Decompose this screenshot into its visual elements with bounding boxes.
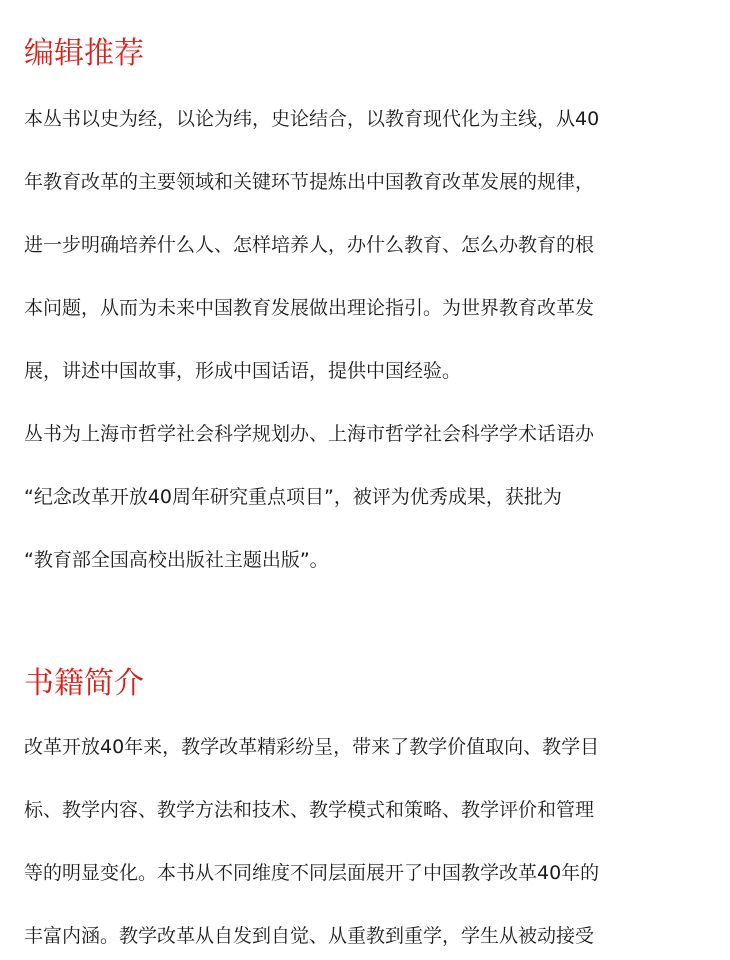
paragraph-line: 年教育改革的主要领域和关键环节提炼出中国教育改革发展的规律， xyxy=(24,171,595,193)
section-heading-book-introduction: 书籍简介 xyxy=(24,666,144,701)
paragraph-line: 标、教学内容、教学方法和技术、教学模式和策略、教学评价和管理 xyxy=(24,799,595,821)
paragraph-line: 改革开放40年来，教学改革精彩纷呈，带来了教学价值取向、教学目 xyxy=(24,736,600,758)
paragraph-line: 本问题，从而为未来中国教育发展做出理论指引。为世界教育改革发 xyxy=(24,297,595,319)
paragraph-line: “教育部全国高校出版社主题出版”。 xyxy=(24,549,329,571)
paragraph-line: 展，讲述中国故事，形成中国话语，提供中国经验。 xyxy=(24,360,462,382)
paragraph-line: 等的明显变化。本书从不同维度不同层面展开了中国教学改革40年的 xyxy=(24,862,600,884)
section-heading-editor-recommendation: 编辑推荐 xyxy=(24,36,144,71)
paragraph-line: 进一步明确培养什么人、怎样培养人，办什么教育、怎么办教育的根 xyxy=(24,234,595,256)
paragraph-line: 本丛书以史为经，以论为纬，史论结合，以教育现代化为主线，从40 xyxy=(24,108,600,130)
book-introduction-section xyxy=(24,664,714,954)
paragraph-line: 丰富内涵。教学改革从自发到自觉、从重教到重学，学生从被动接受 xyxy=(24,925,595,947)
editor-recommendation-section xyxy=(24,34,714,594)
paragraph-line: “纪念改革开放40周年研究重点项目”，被评为优秀成果，获批为 xyxy=(24,486,562,508)
paragraph-line: 丛书为上海市哲学社会科学规划办、上海市哲学社会科学学术话语办 xyxy=(24,423,595,445)
